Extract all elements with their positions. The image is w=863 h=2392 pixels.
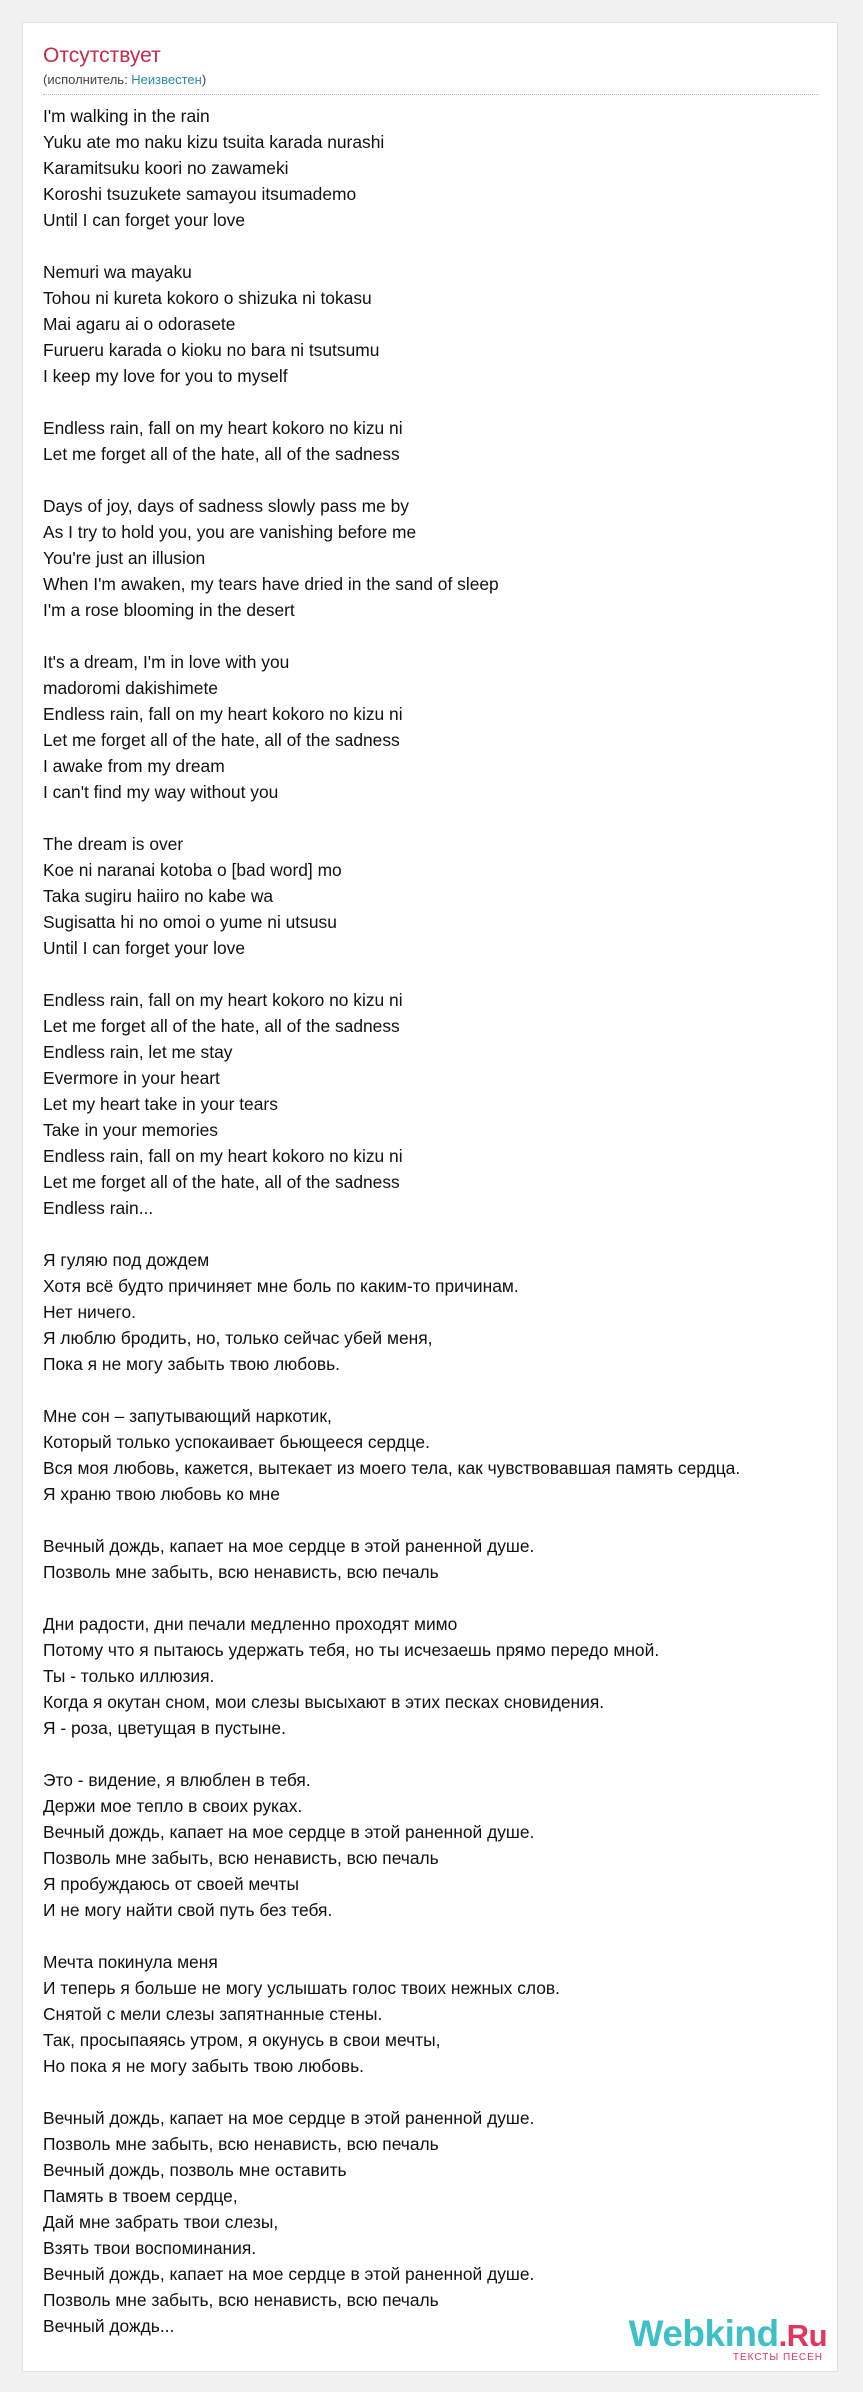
lyrics-stanza xyxy=(43,1403,863,1507)
lyrics-stanza xyxy=(43,1533,863,1585)
lyrics-stanza xyxy=(43,1767,863,1923)
header-divider xyxy=(43,94,819,95)
lyrics-line: Let me forget all of the hate, all of the sadness xyxy=(43,444,400,464)
lyrics-line: Позволь мне забыть, всю ненависть, всю печаль xyxy=(43,2290,439,2310)
lyrics-line: Мне сон – запутывающий наркотик, xyxy=(43,1406,332,1426)
lyrics-line: Let me forget all of the hate, all of the sadness xyxy=(43,1172,400,1192)
logo-main-text: Webkind xyxy=(628,2313,779,2354)
lyrics-line: Который только успокаивает бьющееся сердце. xyxy=(43,1432,430,1452)
logo-wordmark xyxy=(628,2313,827,2354)
artist-prefix: (исполнитель: xyxy=(43,72,132,87)
lyrics-line: When I'm awaken, my tears have dried in the sand of sleep xyxy=(43,574,499,594)
lyrics-line: Вечный дождь... xyxy=(43,2316,175,2336)
lyrics-line: It's a dream, I'm in love with you xyxy=(43,652,290,672)
lyrics-line: Позволь мне забыть, всю ненависть, всю печаль xyxy=(43,1562,439,1582)
lyrics-line: Но пока я не могу забыть твою любовь. xyxy=(43,2056,364,2076)
lyrics-line: Я храню твою любовь ко мне xyxy=(43,1484,280,1504)
lyrics-line: The dream is over xyxy=(43,834,184,854)
lyrics-line: Нет ничего. xyxy=(43,1302,136,1322)
lyrics-line: Nemuri wa mayaku xyxy=(43,262,192,282)
lyrics-line: Я люблю бродить, но, только сейчас убей меня, xyxy=(43,1328,433,1348)
lyrics-line: Я пробуждаюсь от своей мечты xyxy=(43,1874,299,1894)
lyrics-line: Вечный дождь, позволь мне оставить xyxy=(43,2160,347,2180)
lyrics-line: Taka sugiru haiiro no kabe wa xyxy=(43,886,274,906)
lyrics-stanza xyxy=(43,1611,863,1741)
lyrics-line: Koroshi tsuzukete samayou itsumademo xyxy=(43,184,357,204)
lyrics-line: Tohou ni kureta kokoro o shizuka ni tokasu xyxy=(43,288,372,308)
lyrics-line: madoromi dakishimete xyxy=(43,678,218,698)
lyrics-line: Yuku ate mo naku kizu tsuita karada nurashi xyxy=(43,132,385,152)
lyrics-stanza xyxy=(43,103,863,233)
lyrics-line: Дни радости, дни печали медленно проходят мимо xyxy=(43,1614,458,1634)
lyrics-line: Endless rain, fall on my heart kokoro no kizu ni xyxy=(43,990,403,1010)
lyrics-line: Sugisatta hi no omoi o yume ni utsusu xyxy=(43,912,337,932)
lyrics-line: Endless rain, fall on my heart kokoro no kizu ni xyxy=(43,1146,403,1166)
lyrics-line: Endless rain, let me stay xyxy=(43,1042,233,1062)
lyrics-line: И не могу найти свой путь без тебя. xyxy=(43,1900,333,1920)
lyrics-line: As I try to hold you, you are vanishing before me xyxy=(43,522,417,542)
lyrics-line: Потому что я пытаюсь удержать тебя, но ты исчезаешь прямо передо мной. xyxy=(43,1640,660,1660)
lyrics-line: I'm a rose blooming in the desert xyxy=(43,600,295,620)
lyrics-line: Until I can forget your love xyxy=(43,938,246,958)
lyrics-line: Endless rain, fall on my heart kokoro no kizu ni xyxy=(43,704,403,724)
lyrics-line: Furueru karada o kioku no bara ni tsutsumu xyxy=(43,340,380,360)
lyrics-line: Память в твоем сердце, xyxy=(43,2186,238,2206)
lyrics-line: Endless rain, fall on my heart kokoro no kizu ni xyxy=(43,418,403,438)
lyrics-line: Держи мое тепло в своих руках. xyxy=(43,1796,303,1816)
lyrics-stanza xyxy=(43,831,863,961)
lyrics-line: Взять твои воспоминания. xyxy=(43,2238,257,2258)
lyrics-line: Вся моя любовь, кажется, вытекает из моего тела, как чувствовавшая память сердца. xyxy=(43,1458,741,1478)
artist-link[interactable]: Неизвестен xyxy=(131,72,202,87)
lyrics-stanza xyxy=(43,415,863,467)
lyrics-line: I'm walking in the rain xyxy=(43,106,210,126)
lyrics-line: Пока я не могу забыть твою любовь. xyxy=(43,1354,340,1374)
lyrics-line: Позволь мне забыть, всю ненависть, всю печаль xyxy=(43,1848,439,1868)
lyrics-stanza xyxy=(43,649,863,805)
song-title: Отсутствует xyxy=(43,44,161,67)
lyrics-line: Let my heart take in your tears xyxy=(43,1094,278,1114)
artist-line xyxy=(43,71,206,89)
lyrics-line: Вечный дождь, капает на мое сердце в этой раненной душе. xyxy=(43,2108,535,2128)
artist-suffix: ) xyxy=(201,72,207,87)
lyrics-line: Endless rain... xyxy=(43,1198,154,1218)
lyrics-line: Let me forget all of the hate, all of the sadness xyxy=(43,730,400,750)
lyrics-stanza xyxy=(43,1949,863,2079)
lyrics-line: Karamitsuku koori no zawameki xyxy=(43,158,289,178)
lyrics-stanza xyxy=(43,493,863,623)
lyrics-line: You're just an illusion xyxy=(43,548,206,568)
lyrics-line: Until I can forget your love xyxy=(43,210,246,230)
lyrics-line: Так, просыпаяясь утром, я окунусь в свои мечты, xyxy=(43,2030,441,2050)
lyrics-line: Хотя всё будто причиняет мне боль по каким-то причинам. xyxy=(43,1276,519,1296)
logo-tagline: ТЕКСТЫ ПЕСЕН xyxy=(732,2352,823,2363)
lyrics-stanza xyxy=(43,2105,863,2339)
lyrics-line: Take in your memories xyxy=(43,1120,218,1140)
lyrics-stanza xyxy=(43,259,863,389)
lyrics-line: I keep my love for you to myself xyxy=(43,366,288,386)
lyrics-line: Вечный дождь, капает на мое сердце в этой раненной душе. xyxy=(43,2264,535,2284)
lyrics-line: Я - роза, цветущая в пустыне. xyxy=(43,1718,286,1738)
logo-suffix: .Ru xyxy=(778,2318,827,2353)
lyrics-line: Вечный дождь, капает на мое сердце в этой раненной душе. xyxy=(43,1536,535,1556)
lyrics-line: I can't find my way without you xyxy=(43,782,279,802)
lyrics-line: Mai agaru ai o odorasete xyxy=(43,314,236,334)
lyrics-line: Мечта покинула меня xyxy=(43,1952,218,1972)
lyrics-line: Вечный дождь, капает на мое сердце в этой раненной душе. xyxy=(43,1822,535,1842)
lyrics-stanza xyxy=(43,1247,863,1377)
site-logo[interactable] xyxy=(628,2313,827,2363)
lyrics-line: Let me forget all of the hate, all of the sadness xyxy=(43,1016,400,1036)
lyrics-line: Days of joy, days of sadness slowly pass me by xyxy=(43,496,410,516)
lyrics-line: Когда я окутан сном, мои слезы высыхают в этих песках сновидения. xyxy=(43,1692,605,1712)
lyrics-line: Дай мне забрать твои слезы, xyxy=(43,2212,279,2232)
lyrics-line: Снятой с мели слезы запятнанные стены. xyxy=(43,2004,383,2024)
lyrics-stanza xyxy=(43,987,863,1221)
lyrics-line: I awake from my dream xyxy=(43,756,225,776)
lyrics-line: И теперь я больше не могу услышать голос твоих нежных слов. xyxy=(43,1978,560,1998)
lyrics-line: Это - видение, я влюблен в тебя. xyxy=(43,1770,311,1790)
lyrics-line: Я гуляю под дождем xyxy=(43,1250,210,1270)
lyrics-line: Evermore in your heart xyxy=(43,1068,220,1088)
lyrics-body xyxy=(43,103,863,2339)
lyrics-card xyxy=(22,22,838,2372)
lyrics-line: Koe ni naranai kotoba o [bad word] mo xyxy=(43,860,342,880)
lyrics-line: Позволь мне забыть, всю ненависть, всю печаль xyxy=(43,2134,439,2154)
lyrics-line: Ты - только иллюзия. xyxy=(43,1666,215,1686)
